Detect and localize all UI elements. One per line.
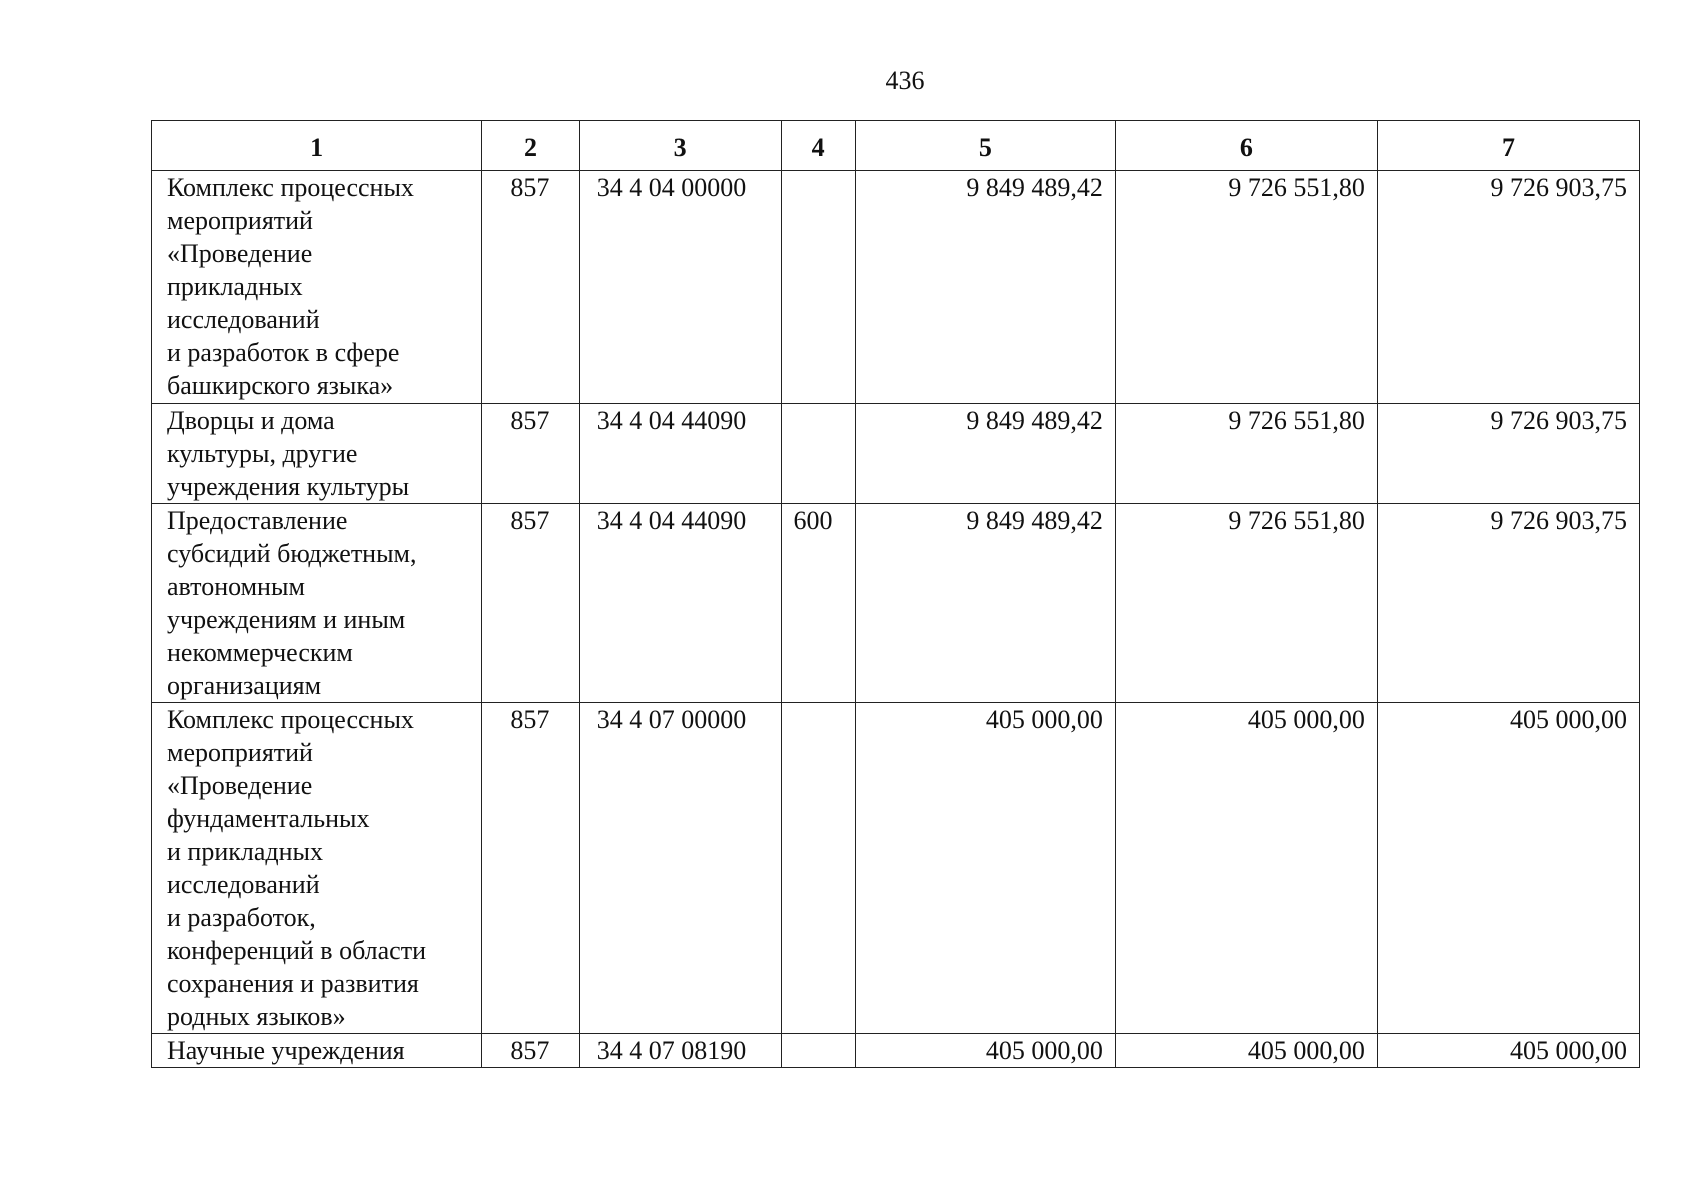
name-line: прикладных [167,272,303,301]
row-sum-2: 9 726 551,80 [1115,171,1377,404]
table-row [152,171,1640,404]
header-row [152,121,1640,171]
row-sum-2: 405 000,00 [1115,1034,1377,1068]
name-line: родных языков» [167,1002,346,1031]
row-name [152,703,482,1034]
table-row [152,504,1640,703]
table-row [152,703,1640,1034]
name-line: учреждения культуры [167,472,410,501]
header-col-6: 6 [1115,121,1377,171]
row-vr [781,703,855,1034]
row-sum-3: 9 726 903,75 [1377,171,1639,404]
name-line: мероприятий [167,206,313,235]
row-code: 857 [482,171,579,404]
name-line: исследований [167,305,320,334]
budget-table [151,120,1640,1068]
row-sum-1: 405 000,00 [855,1034,1115,1068]
name-line: «Проведение [167,771,313,800]
row-sum-3: 9 726 903,75 [1377,404,1639,504]
row-csr: 34 4 04 00000 [579,171,781,404]
header-col-7: 7 [1377,121,1639,171]
name-line: культуры, другие [167,439,358,468]
header-col-1: 1 [152,121,482,171]
name-line: автономным [167,572,305,601]
row-csr: 34 4 04 44090 [579,404,781,504]
row-sum-3: 9 726 903,75 [1377,504,1639,703]
row-vr: 600 [781,504,855,703]
row-code: 857 [482,504,579,703]
row-sum-1: 9 849 489,42 [855,504,1115,703]
name-line: и прикладных [167,837,323,866]
row-sum-2: 9 726 551,80 [1115,404,1377,504]
name-line: Комплекс процессных [167,173,414,202]
row-sum-3: 405 000,00 [1377,1034,1639,1068]
row-name [152,171,482,404]
name-line: и разработок, [167,903,316,932]
name-line: Комплекс процессных [167,705,414,734]
row-sum-2: 9 726 551,80 [1115,504,1377,703]
name-line: субсидий бюджетным, [167,539,417,568]
row-sum-3: 405 000,00 [1377,703,1639,1034]
name-line: и разработок в сфере [167,338,400,367]
row-sum-2: 405 000,00 [1115,703,1377,1034]
row-name [152,404,482,504]
name-line: Дворцы и дома [167,406,335,435]
row-sum-1: 9 849 489,42 [855,404,1115,504]
row-csr: 34 4 04 44090 [579,504,781,703]
name-line: некоммерческим [167,638,353,667]
row-vr [781,171,855,404]
row-code: 857 [482,404,579,504]
header-col-5: 5 [855,121,1115,171]
name-line: башкирского языка» [167,371,394,400]
row-code: 857 [482,703,579,1034]
table-row [152,404,1640,504]
row-name [152,504,482,703]
row-code: 857 [482,1034,579,1068]
page-number: 436 [885,66,925,95]
row-sum-1: 405 000,00 [855,703,1115,1034]
name-line: сохранения и развития [167,969,419,998]
header-col-2: 2 [482,121,579,171]
name-line: фундаментальных [167,804,370,833]
name-line: исследований [167,870,320,899]
row-csr: 34 4 07 00000 [579,703,781,1034]
name-line: мероприятий [167,738,313,767]
name-line: учреждениям и иным [167,605,406,634]
header-col-4: 4 [781,121,855,171]
row-sum-1: 9 849 489,42 [855,171,1115,404]
name-line: Научные учреждения [167,1036,405,1065]
row-vr [781,1034,855,1068]
name-line: Предоставление [167,506,348,535]
name-line: конференций в области [167,936,426,965]
name-line: «Проведение [167,239,313,268]
row-vr [781,404,855,504]
header-col-3: 3 [579,121,781,171]
table-row [152,1034,1640,1068]
row-name [152,1034,482,1068]
name-line: организациям [167,671,322,700]
row-csr: 34 4 07 08190 [579,1034,781,1068]
